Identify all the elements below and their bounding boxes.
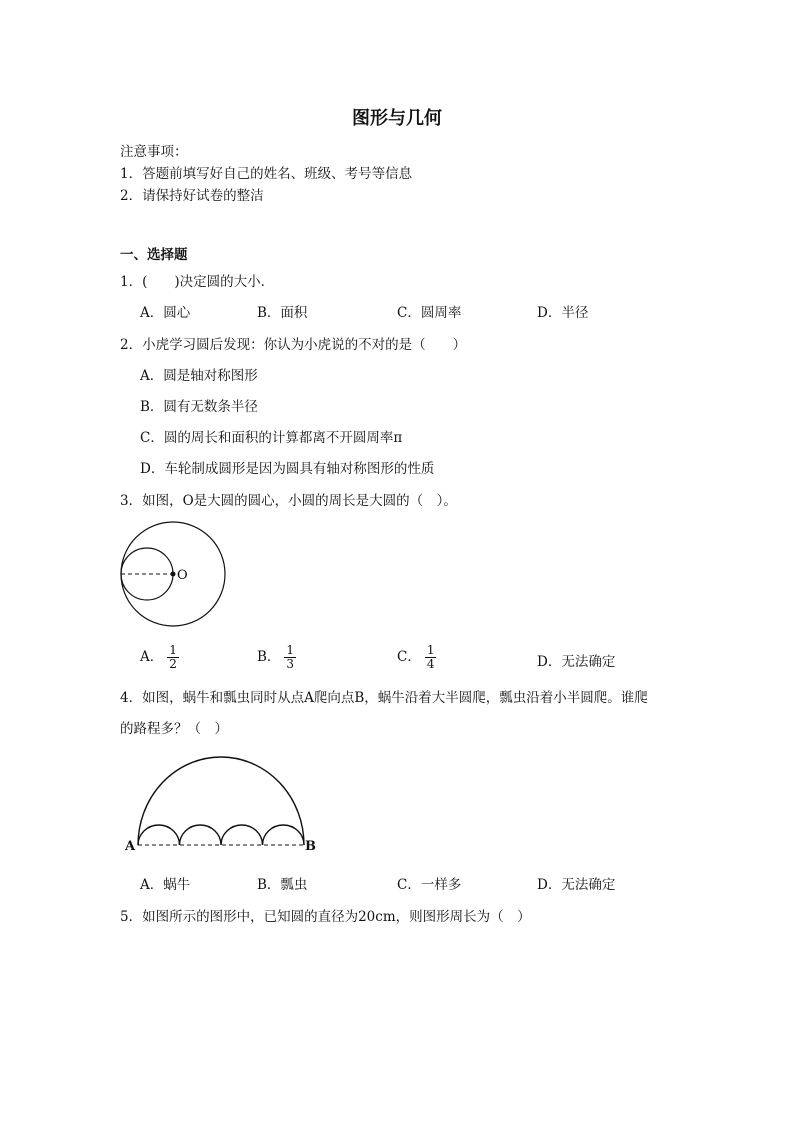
numerator: 1 — [169, 643, 177, 657]
q4-option-c: C．一样多 — [397, 877, 462, 893]
small-semicircle — [221, 825, 263, 845]
q2-option-b: B．圆有无数条半径 — [140, 399, 258, 415]
notice-heading: 注意事项： — [120, 144, 188, 160]
numerator: 1 — [286, 643, 295, 657]
q1-option-d: D．半径 — [537, 305, 589, 321]
point-a-label: A — [125, 839, 136, 854]
denominator: 3 — [286, 657, 295, 671]
option-prefix: D． — [537, 654, 562, 670]
question-1-stem: 1．( )决定圆的大小． — [120, 274, 275, 290]
large-semicircle — [138, 757, 304, 845]
small-semicircle — [263, 825, 305, 845]
question-3-stem: 3．如图，O是大圆的圆心，小圆的周长是大圆的（ ）。 — [120, 493, 457, 509]
option-prefix: A． — [140, 649, 164, 665]
page-title: 图形与几何 — [352, 108, 442, 129]
point-b-label: B — [305, 839, 316, 854]
option-prefix: B． — [257, 649, 281, 665]
notice-item: 1．答题前填写好自己的姓名、班级、考号等信息 — [120, 166, 413, 182]
denominator: 2 — [169, 657, 177, 671]
option-text: 无法确定 — [561, 654, 616, 670]
question-4-stem-line-1: 4．如图，蜗牛和瓢虫同时从点A爬向点B，蜗牛沿着大半圆爬，瓢虫沿着小半圆爬。谁爬 — [120, 690, 648, 706]
q1-option-c: C．圆周率 — [397, 305, 462, 321]
q4-option-a: A．蜗牛 — [140, 877, 191, 893]
q4-option-d: D．无法确定 — [537, 877, 616, 893]
q2-option-c: C．圆的周长和面积的计算都离不开圆周率π — [140, 430, 403, 446]
section-title: 一、选择题 — [120, 247, 188, 263]
denominator: 4 — [426, 657, 435, 671]
small-semicircle — [138, 825, 180, 845]
q1-option-a: A．圆心 — [140, 305, 191, 321]
q2-option-d: D．车轮制成圆形是因为圆具有轴对称图形的性质 — [140, 461, 435, 477]
question-5-stem: 5．如图所示的图形中，已知圆的直径为20cm，则图形周长为（ ） — [120, 909, 531, 925]
question-2-stem: 2．小虎学习圆后发现：你认为小虎说的不对的是（ ） — [120, 337, 467, 353]
question-4-stem-line-2: 的路程多？（ ） — [120, 721, 228, 737]
q1-option-b: B．面积 — [257, 305, 308, 321]
q2-option-a: A．圆是轴对称图形 — [140, 368, 258, 384]
center-label: O — [177, 568, 188, 583]
numerator: 1 — [426, 643, 435, 657]
small-semicircle — [180, 825, 222, 845]
q4-option-b: B．瓢虫 — [257, 877, 308, 893]
notice-item: 2．请保持好试卷的整洁 — [120, 188, 264, 204]
option-prefix: C． — [397, 649, 421, 665]
